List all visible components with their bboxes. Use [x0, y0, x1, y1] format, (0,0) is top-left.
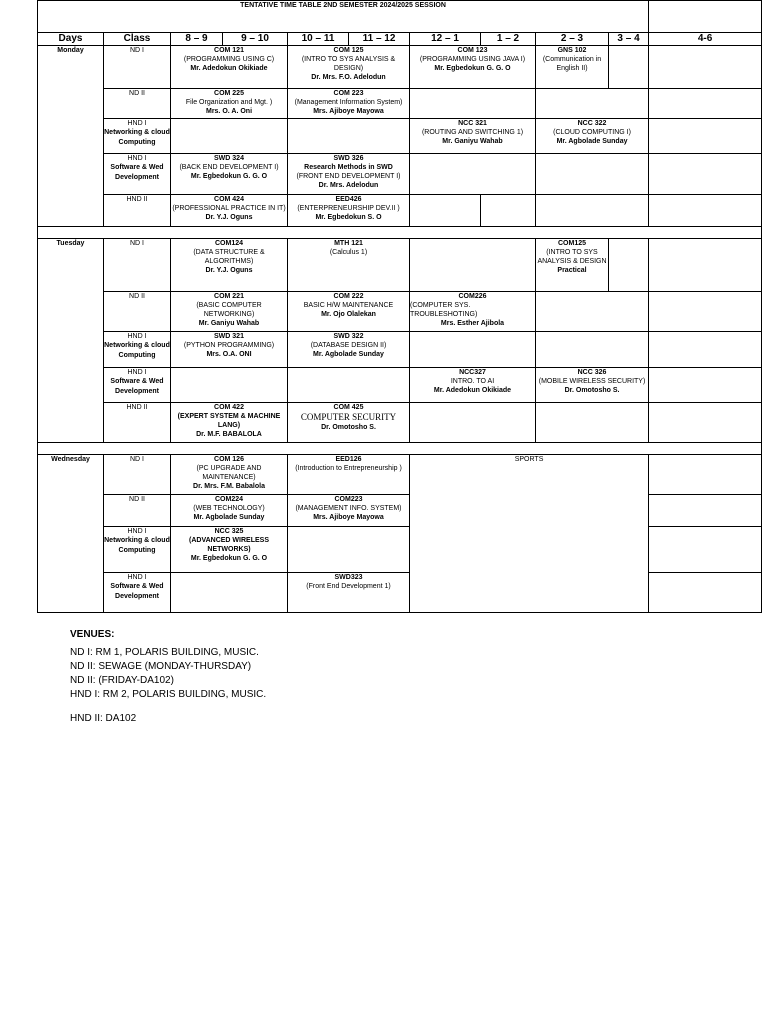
- empty-cell: [536, 154, 649, 195]
- class-stream: Networking & cloud Computing: [104, 537, 170, 554]
- course-title: INTRO. TO AI: [450, 378, 495, 385]
- class-stream: Networking & cloud Computing: [104, 129, 170, 146]
- class-label: [104, 495, 171, 527]
- course-title: (DATA STRUCTURE & ALGORITHMS): [193, 249, 265, 265]
- course-cell: [171, 154, 288, 195]
- course-cell: [171, 195, 288, 227]
- course-code: COM223: [334, 496, 363, 503]
- course-title: (PC UPGRADE AND MAINTENANCE): [196, 465, 262, 481]
- course-code: SWD 321: [214, 333, 244, 340]
- class-label: [104, 332, 171, 368]
- class-name: HND I: [127, 369, 147, 376]
- course-cell: [410, 368, 536, 403]
- class-name: ND II: [129, 496, 145, 503]
- lecturer: Dr. Y.J. Oguns: [205, 214, 253, 221]
- course-cell: [288, 89, 410, 119]
- course-code: COM 125: [333, 47, 364, 54]
- course-code: COM125: [557, 240, 586, 247]
- empty-cell: [649, 495, 762, 527]
- class-stream: Software & Wed Development: [110, 164, 164, 181]
- empty-cell: [649, 455, 762, 495]
- lecturer: Mr. Egbedokun G. G. O: [434, 65, 511, 72]
- empty-cell: [649, 403, 762, 443]
- course-title: (Communication in English II): [542, 56, 602, 72]
- day-label: Wednesday: [38, 455, 104, 613]
- course-cell: [171, 455, 288, 495]
- lecturer: Mr. Egbedokun S. O: [315, 214, 382, 221]
- lecturer: Mr. Adedokun Okikiade: [433, 387, 512, 394]
- venue-line: HND I: RM 2, POLARIS BUILDING, MUSIC.: [70, 689, 267, 700]
- header-row: [38, 33, 762, 46]
- course-cell: [288, 573, 410, 613]
- table-row: [38, 403, 762, 443]
- course-title: (Introduction to Entrepreneurship ): [295, 465, 402, 472]
- course-cell: [288, 195, 410, 227]
- course-code: NCC 322: [577, 120, 607, 127]
- course-title: (MANAGEMENT INFO. SYSTEM): [295, 505, 402, 512]
- header-slot: 10 – 11: [288, 33, 349, 46]
- class-label: [104, 154, 171, 195]
- empty-cell: [609, 46, 649, 89]
- course-title: (PROGRAMMING USING JAVA I): [419, 56, 526, 63]
- empty-cell: [649, 89, 762, 119]
- course-cell: [536, 239, 609, 292]
- empty-cell: [649, 1, 762, 33]
- course-code: SWD323: [334, 574, 363, 581]
- empty-cell: [410, 154, 536, 195]
- table-row: [38, 46, 762, 89]
- table-row: [38, 573, 762, 613]
- course-code: EED426: [335, 196, 362, 203]
- course-code: SWD 326: [333, 155, 364, 162]
- course-title: (EXPERT SYSTEM & MACHINE LANG): [177, 413, 281, 429]
- header-slot: 12 – 1: [410, 33, 481, 46]
- header-slot: 2 – 3: [536, 33, 609, 46]
- empty-cell: [536, 195, 649, 227]
- course-cell: [410, 292, 536, 332]
- course-code: COM124: [214, 240, 243, 247]
- course-code: NCC327: [459, 369, 486, 376]
- empty-cell: [288, 119, 410, 154]
- empty-cell: [410, 332, 536, 368]
- course-cell: [288, 292, 410, 332]
- course-title: (BASIC COMPUTER NETWORKING): [196, 302, 262, 318]
- lecturer: Mr. Agbolade Sunday: [313, 351, 384, 358]
- course-cell: [171, 89, 288, 119]
- table-row: [38, 119, 762, 154]
- course-code: COM 225: [214, 90, 244, 97]
- class-name: HND I: [127, 528, 147, 535]
- table-row: [38, 195, 762, 227]
- class-label: [104, 46, 171, 89]
- sports-block: SPORTS: [410, 455, 649, 613]
- table-row: [38, 154, 762, 195]
- timetable-viewport: [37, 0, 761, 600]
- course-cell: [288, 455, 410, 495]
- course-title: BASIC H/W MAINTENANCE: [303, 302, 394, 309]
- empty-cell: [649, 527, 762, 573]
- lecturer: Dr. Omotosho S.: [321, 424, 376, 431]
- lecturer: Mr. Agbolade Sunday: [193, 514, 265, 521]
- lecturer: Dr. Y.J. Oguns: [205, 267, 253, 274]
- header-slot: 1 – 2: [481, 33, 536, 46]
- course-cell: [410, 119, 536, 154]
- course-code: MTH 121: [334, 240, 363, 247]
- lecturer: Mr. Ojo Olalekan: [321, 311, 376, 318]
- course-cell: [536, 119, 649, 154]
- course-cell: [410, 46, 536, 89]
- lecturer: Dr. Mrs. Adelodun: [318, 182, 379, 189]
- empty-cell: [649, 292, 762, 332]
- course-cell: [171, 332, 288, 368]
- course-title: (ROUTING AND SWITCHING 1): [421, 129, 524, 136]
- empty-cell: [649, 195, 762, 227]
- course-title: (CLOUD COMPUTING I): [553, 129, 631, 136]
- course-code: NCC 325: [214, 528, 244, 535]
- course-title-secondary: (FRONT END DEVELOPMENT I): [296, 173, 401, 180]
- course-title: (ENTERPRENEURSHIP DEV.II ): [297, 205, 400, 212]
- lecturer: Mr. Egbedokun G. G. O: [190, 173, 268, 180]
- table-row: [38, 368, 762, 403]
- class-label: [104, 368, 171, 403]
- course-code: NCC 321: [458, 120, 487, 127]
- class-name: ND I: [130, 47, 144, 54]
- class-label: [104, 455, 171, 495]
- lecturer: Dr. M.F. BABALOLA: [196, 431, 262, 438]
- course-code: COM 425: [333, 404, 364, 411]
- lecturer: Mr. Ganiyu Wahab: [198, 320, 260, 327]
- class-label: [104, 573, 171, 613]
- class-name: HND I: [127, 333, 147, 340]
- lecturer: Mrs. Ajiboye Mayowa: [313, 108, 384, 115]
- course-code: NCC 326: [577, 369, 607, 376]
- course-cell: [288, 332, 410, 368]
- venue-line: HND II: DA102: [70, 713, 137, 724]
- course-cell: [171, 403, 288, 443]
- lecturer: Mrs. O.A. ONI: [206, 351, 252, 358]
- empty-cell: [481, 195, 536, 227]
- class-name: ND I: [130, 240, 144, 247]
- table-row: [38, 292, 762, 332]
- header-slot: 3 – 4: [609, 33, 649, 46]
- table-row: [38, 89, 762, 119]
- course-title: (DATABASE DESIGN II): [310, 342, 387, 349]
- course-cell: [288, 403, 410, 443]
- lecturer: Dr. Mrs. F.M. Babalola: [193, 483, 265, 490]
- empty-cell: [649, 239, 762, 292]
- course-title: (PROFESSIONAL PRACTICE IN IT): [172, 205, 286, 212]
- empty-cell: [649, 119, 762, 154]
- course-title: (BACK END DEVELOPMENT I): [179, 164, 279, 171]
- course-title: COMPUTER SECURITY: [300, 412, 397, 422]
- empty-cell: [536, 332, 649, 368]
- spacer-row: [38, 227, 762, 239]
- header-slot: 8 – 9: [171, 33, 223, 46]
- course-code: COM 422: [214, 404, 244, 411]
- header-class: Class: [104, 33, 171, 46]
- lecturer: Mr. Adedokun Okikiade: [190, 65, 268, 72]
- empty-cell: [649, 154, 762, 195]
- empty-cell: [649, 332, 762, 368]
- lecturer: Mr. Egbedokun G. G. O: [190, 555, 268, 562]
- venue-line: ND II: SEWAGE (MONDAY-THURSDAY): [70, 661, 252, 672]
- course-code: COM 126: [214, 456, 244, 463]
- spacer-row: [38, 443, 762, 455]
- lecturer: Mrs. O. A. Oni: [205, 108, 253, 115]
- empty-cell: [609, 239, 649, 292]
- lecturer: Mr. Ganiyu Wahab: [442, 138, 503, 145]
- page-title: TENTATIVE TIME TABLE 2ND SEMESTER 2024/2025 SESSION: [38, 1, 649, 33]
- table-row: [38, 332, 762, 368]
- course-title: (COMPUTER SYS. TROUBLESHOTING): [410, 302, 478, 318]
- class-label: [104, 195, 171, 227]
- empty-cell: [171, 573, 288, 613]
- lecturer: Mrs. Ajiboye Mayowa: [313, 514, 384, 521]
- course-cell: [171, 46, 288, 89]
- course-code: COM 222: [333, 293, 364, 300]
- course-cell: [171, 495, 288, 527]
- course-title: (ADVANCED WIRELESS NETWORKS): [189, 537, 269, 553]
- course-code: COM224: [214, 496, 243, 503]
- class-label: [104, 403, 171, 443]
- course-cell: [536, 46, 609, 89]
- class-label: [104, 239, 171, 292]
- venue-line: ND II: (FRIDAY-DA102): [70, 675, 174, 686]
- table-row: [38, 495, 762, 527]
- course-cell: [288, 239, 410, 292]
- class-label: [104, 119, 171, 154]
- day-label: Tuesday: [38, 239, 104, 443]
- venues-heading: VENUES:: [70, 629, 115, 640]
- header-slot: 11 – 12: [349, 33, 410, 46]
- class-stream: Software & Wed Development: [110, 378, 164, 395]
- empty-cell: [649, 573, 762, 613]
- course-title: (Front End Development 1): [306, 583, 391, 590]
- course-cell: [288, 495, 410, 527]
- class-name: HND I: [127, 155, 147, 162]
- course-code: EED126: [335, 456, 362, 463]
- course-title: (INTRO TO SYS ANALYSIS & DESIGN): [301, 56, 396, 72]
- lecturer: Mr. Agbolade Sunday: [556, 138, 628, 145]
- class-name: HND II: [126, 404, 148, 411]
- empty-cell: [410, 239, 536, 292]
- empty-cell: [649, 46, 762, 89]
- class-stream: Software & Wed Development: [110, 583, 164, 600]
- session-type: Practical: [557, 267, 587, 274]
- course-cell: [288, 46, 410, 89]
- course-code: COM 424: [214, 196, 244, 203]
- course-code: COM 123: [457, 47, 488, 54]
- day-label: Monday: [38, 46, 104, 227]
- venues-section: [70, 628, 266, 726]
- course-title: (Management Information System): [294, 99, 403, 106]
- header-slot: 9 – 10: [223, 33, 288, 46]
- empty-cell: [410, 403, 536, 443]
- course-title: (PYTHON PROGRAMMING): [183, 342, 275, 349]
- class-name: HND II: [126, 196, 148, 203]
- course-title: (PROGRAMMING USING C): [183, 56, 275, 63]
- class-stream: Networking & cloud Computing: [104, 342, 170, 359]
- lecturer: Dr. Mrs. F.O. Adelodun: [311, 74, 386, 81]
- empty-cell: [288, 368, 410, 403]
- lecturer: Dr. Omotosho S.: [564, 387, 620, 394]
- course-title: File Organization and Mgt. ): [185, 99, 273, 106]
- table-row: [38, 527, 762, 573]
- header-slot: 4-6: [649, 33, 762, 46]
- empty-cell: [171, 119, 288, 154]
- course-cell: [536, 368, 649, 403]
- class-label: [104, 89, 171, 119]
- class-name: ND I: [130, 456, 144, 463]
- course-code: COM 223: [333, 90, 364, 97]
- empty-cell: [410, 195, 481, 227]
- course-cell: [171, 239, 288, 292]
- course-title: (INTRO TO SYS ANALYSIS & DESIGN: [537, 249, 607, 265]
- class-label: [104, 292, 171, 332]
- class-label: [104, 527, 171, 573]
- empty-cell: [536, 292, 649, 332]
- empty-cell: [649, 368, 762, 403]
- course-cell: [288, 154, 410, 195]
- class-name: HND I: [127, 120, 147, 127]
- venue-line: ND I: RM 1, POLARIS BUILDING, MUSIC.: [70, 647, 259, 658]
- course-code: SWD 322: [333, 333, 364, 340]
- empty-cell: [536, 403, 649, 443]
- header-days: Days: [38, 33, 104, 46]
- course-code: COM 121: [214, 47, 244, 54]
- course-cell: [171, 292, 288, 332]
- empty-cell: [171, 368, 288, 403]
- course-title: Research Methods in SWD: [304, 164, 393, 171]
- course-code: COM226: [458, 293, 487, 300]
- class-name: ND II: [129, 293, 145, 300]
- course-cell: [171, 527, 288, 573]
- course-title: (Calculus 1): [329, 249, 368, 256]
- empty-cell: [38, 443, 762, 455]
- course-code: COM 221: [214, 293, 244, 300]
- course-title: (MOBILE WIRELESS SECURITY): [538, 378, 646, 385]
- empty-cell: [536, 89, 649, 119]
- table-row: [38, 455, 762, 495]
- class-name: ND II: [129, 90, 145, 97]
- empty-cell: [410, 89, 536, 119]
- course-code: SWD 324: [214, 155, 244, 162]
- table-row: [38, 239, 762, 292]
- course-code: GNS 102: [557, 47, 587, 54]
- empty-cell: [288, 527, 410, 573]
- lecturer: Mrs. Esther Ajibola: [440, 320, 505, 327]
- timetable: [37, 0, 762, 613]
- class-name: HND I: [127, 574, 147, 581]
- empty-cell: [38, 227, 762, 239]
- course-title: (WEB TECHNOLOGY): [193, 505, 265, 512]
